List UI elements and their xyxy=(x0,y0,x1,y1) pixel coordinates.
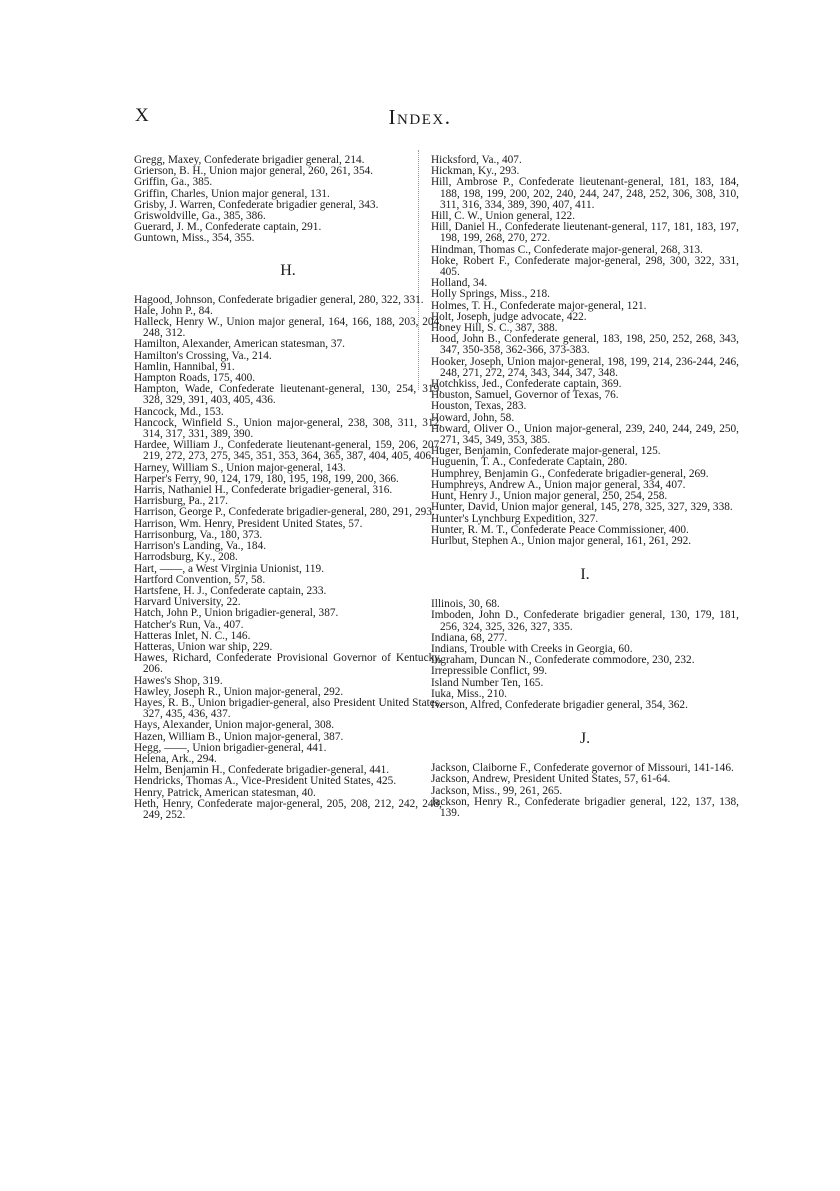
index-entry: Harris, Nathaniel H., Confederate brigadier-general, 316. xyxy=(134,484,393,497)
index-entry: Hendricks, Thomas A., Vice-President United States, 425. xyxy=(134,775,397,788)
index-entry: Humphreys, Andrew A., Union major general, 334, 407. xyxy=(431,478,686,491)
index-entry: Iuka, Miss., 210. xyxy=(431,687,507,700)
entry-list-j xyxy=(431,763,739,819)
index-entry: Hawley, Joseph R., Union major-general, 292. xyxy=(134,685,344,698)
index-entry: Guntown, Miss., 354, 355. xyxy=(134,232,255,245)
index-entry: Houston, Samuel, Governor of Texas, 76. xyxy=(431,389,619,402)
index-entry: Hill, Ambrose P., Confederate lieutenant-general, 181, 183, 184, 188, 198, 199, 200, 202, 240, 244, 247, 248, 252, 306, 308, 310, 311, 316, 334, 389, 390, 407, 411. xyxy=(431,176,739,211)
index-entry: Holt, Joseph, judge advocate, 422. xyxy=(431,310,587,323)
index-entry: Guerard, J. M., Confederate captain, 291. xyxy=(134,221,322,234)
index-entry: Holland, 34. xyxy=(431,277,488,290)
index-entry: Hartford Convention, 57, 58. xyxy=(134,573,266,586)
index-entry: Harrisonburg, Va., 180, 373. xyxy=(134,528,263,541)
index-entry: Hunter's Lynchburg Expedition, 327. xyxy=(431,512,599,525)
index-entry: Indians, Trouble with Creeks in Georgia, 60. xyxy=(431,642,633,655)
index-entry: Hatteras, Union war ship, 229. xyxy=(134,640,273,653)
entry-list-g xyxy=(134,155,442,245)
index-entry: Henry, Patrick, American statesman, 40. xyxy=(134,786,316,799)
index-entry: Hooker, Joseph, Union major-general, 198, 199, 214, 236-244, 246, 248, 271, 272, 274, 343, 344, 347, 348. xyxy=(431,355,739,379)
right-index-column xyxy=(431,155,739,819)
page-number: X xyxy=(135,105,150,126)
index-entry: Grierson, B. H., Union major general, 260, 261, 354. xyxy=(134,165,374,178)
index-entry: Howard, Oliver O., Union major-general, 239, 240, 244, 249, 250, 271, 345, 349, 353, 385. xyxy=(431,422,739,447)
index-entry: Hayes, R. B., Union brigadier-general, also President United States, 327, 435, 436, 437. xyxy=(134,696,442,721)
index-entry: Hatch, John P., Union brigadier-general, 387. xyxy=(134,607,339,620)
index-entry: Hancock, Md., 153. xyxy=(134,405,224,418)
index-entry: Harrison, Wm. Henry, President United States, 57. xyxy=(134,517,363,530)
index-entry: Hamilton's Crossing, Va., 214. xyxy=(134,349,272,362)
index-entry: Hale, John P., 84. xyxy=(134,304,213,317)
index-entry: Harrodsburg, Ky., 208. xyxy=(134,551,238,564)
index-entry: Hartsfene, H. J., Confederate captain, 233. xyxy=(134,584,327,597)
page-title: Index. xyxy=(388,105,452,129)
index-entry: Hoke, Robert F., Confederate major-general, 298, 300, 322, 331, 405. xyxy=(431,254,739,279)
index-entry: Hunter, R. M. T., Confederate Peace Commissioner, 400. xyxy=(431,523,689,536)
index-entry: Hazen, William B., Union major-general, 387. xyxy=(134,730,344,743)
index-entry: Jackson, Miss., 99, 261, 265. xyxy=(431,784,563,797)
index-entry: Jackson, Claiborne F., Confederate governor of Missouri, 141-146. xyxy=(431,762,734,775)
index-entry: Helm, Benjamin H., Confederate brigadier-general, 441. xyxy=(134,764,390,777)
index-entry: Jackson, Henry R., Confederate brigadier general, 122, 137, 138, 139. xyxy=(431,795,739,819)
index-entry: Irrepressible Conflict, 99. xyxy=(431,665,548,678)
index-entry: Hindman, Thomas C., Confederate major-general, 268, 313. xyxy=(431,243,703,256)
section-heading-h: H. xyxy=(280,261,296,279)
index-entry: Hawes's Shop, 319. xyxy=(134,674,223,687)
section-heading-j: J. xyxy=(579,730,591,748)
index-entry: Harvard University, 22. xyxy=(134,596,241,609)
index-entry: Griffin, Charles, Union major general, 131. xyxy=(134,187,330,200)
index-entry: Howard, John, 58. xyxy=(431,411,515,424)
index-entry: Harrisburg, Pa., 217. xyxy=(134,495,228,508)
index-entry: Hunter, David, Union major general, 145, 278, 325, 327, 329, 338. xyxy=(431,501,733,514)
index-entry: Holly Springs, Miss., 218. xyxy=(431,288,550,301)
index-entry: Hicksford, Va., 407. xyxy=(431,154,522,166)
index-entry: Hardee, William J., Confederate lieutenant-general, 159, 206, 207, 219, 272, 273, 275, 345, 351, 353, 364, 365, 387, 404, 405, 406. xyxy=(134,439,442,463)
index-entry: Hood, John B., Confederate general, 183, 198, 250, 252, 268, 343, 347, 350-358, 362-366, 373-383. xyxy=(431,333,739,357)
index-entry: Hatcher's Run, Va., 407. xyxy=(134,618,244,631)
index-entry: Helena, Ark., 294. xyxy=(134,752,217,765)
index-entry: Hart, ——, a West Virginia Unionist, 119. xyxy=(134,562,325,575)
index-entry: Huger, Benjamin, Confederate major-general, 125. xyxy=(431,445,661,458)
index-entry: Hamlin, Hannibal, 91. xyxy=(134,360,235,373)
index-entry: Honey Hill, S. C., 387, 388. xyxy=(431,322,558,335)
section-heading-i: I. xyxy=(580,566,590,584)
index-entry: Hampton Roads, 175, 400. xyxy=(134,372,256,385)
index-entry: Hagood, Johnson, Confederate brigadier general, 280, 322, 331. xyxy=(134,293,424,306)
index-entry: Hancock, Winfield S., Union major-general, 238, 308, 311, 312, 314, 317, 331, 389, 390. xyxy=(134,416,442,441)
index-entry: Huguenin, T. A., Confederate Captain, 280. xyxy=(431,456,628,469)
index-entry: Hays, Alexander, Union major-general, 308. xyxy=(134,719,335,732)
index-entry: Harper's Ferry, 90, 124, 179, 180, 195, 198, 199, 200, 366. xyxy=(134,472,399,485)
index-entry: Houston, Texas, 283. xyxy=(431,400,527,413)
index-entry: Ingraham, Duncan N., Confederate commodore, 230, 232. xyxy=(431,654,695,667)
index-entry: Holmes, T. H., Confederate major-general, 121. xyxy=(431,299,647,312)
entry-list-h-continued xyxy=(431,155,739,547)
index-entry: Gregg, Maxey, Confederate brigadier general, 214. xyxy=(134,154,365,166)
index-entry: Griffin, Ga., 385. xyxy=(134,176,213,189)
index-entry: Hamilton, Alexander, American statesman, 37. xyxy=(134,338,345,351)
index-entry: Hawes, Richard, Confederate Provisional Governor of Kentucky, 206. xyxy=(134,652,442,676)
index-entry: Island Number Ten, 165. xyxy=(431,676,544,689)
index-entry: Harrison, George P., Confederate brigadier-general, 280, 291, 293. xyxy=(134,506,435,519)
index-entry: Harney, William S., Union major-general, 143. xyxy=(134,461,346,474)
index-entry: Hotchkiss, Jed., Confederate captain, 369. xyxy=(431,378,622,391)
index-entry: Hunt, Henry J., Union major general, 250, 254, 258. xyxy=(431,490,668,503)
index-entry: Hill, C. W., Union general, 122. xyxy=(431,210,576,223)
index-entry: Grisby, J. Warren, Confederate brigadier general, 343. xyxy=(134,198,379,211)
index-entry: Hill, Daniel H., Confederate lieutenant-general, 117, 181, 183, 197, 198, 199, 268, 270, 272. xyxy=(431,221,739,245)
index-entry: Imboden, John D., Confederate brigadier general, 130, 179, 181, 256, 324, 325, 326, 327, 335. xyxy=(431,609,739,633)
index-entry: Harrison's Landing, Va., 184. xyxy=(134,540,267,553)
index-entry: Illinois, 30, 68. xyxy=(431,598,500,611)
index-entry: Humphrey, Benjamin G., Confederate brigadier-general, 269. xyxy=(431,467,709,480)
index-entry: Hegg, ——, Union brigadier-general, 441. xyxy=(134,741,327,754)
entry-list-h xyxy=(134,295,442,822)
index-entry: Jackson, Andrew, President United States, 57, 61-64. xyxy=(431,773,671,786)
index-entry: Indiana, 68, 277. xyxy=(431,631,508,644)
index-entry: Hurlbut, Stephen A., Union major general, 161, 261, 292. xyxy=(431,534,692,547)
index-entry: Halleck, Henry W., Union major general, 164, 166, 188, 203, 204, 248, 312. xyxy=(134,316,442,340)
left-index-column xyxy=(134,155,442,821)
index-entry: Griswoldville, Ga., 385, 386. xyxy=(134,210,266,223)
index-entry: Hickman, Ky., 293. xyxy=(431,165,520,178)
index-entry: Hampton, Wade, Confederate lieutenant-general, 130, 254, 319, 328, 329, 391, 403, 405, 436. xyxy=(134,383,442,407)
index-entry: Heth, Henry, Confederate major-general, 205, 208, 212, 242, 248, 249, 252. xyxy=(134,797,442,821)
index-entry: Iverson, Alfred, Confederate brigadier general, 354, 362. xyxy=(431,698,688,711)
index-entry: Hatteras Inlet, N. C., 146. xyxy=(134,629,251,642)
entry-list-i xyxy=(431,599,739,711)
